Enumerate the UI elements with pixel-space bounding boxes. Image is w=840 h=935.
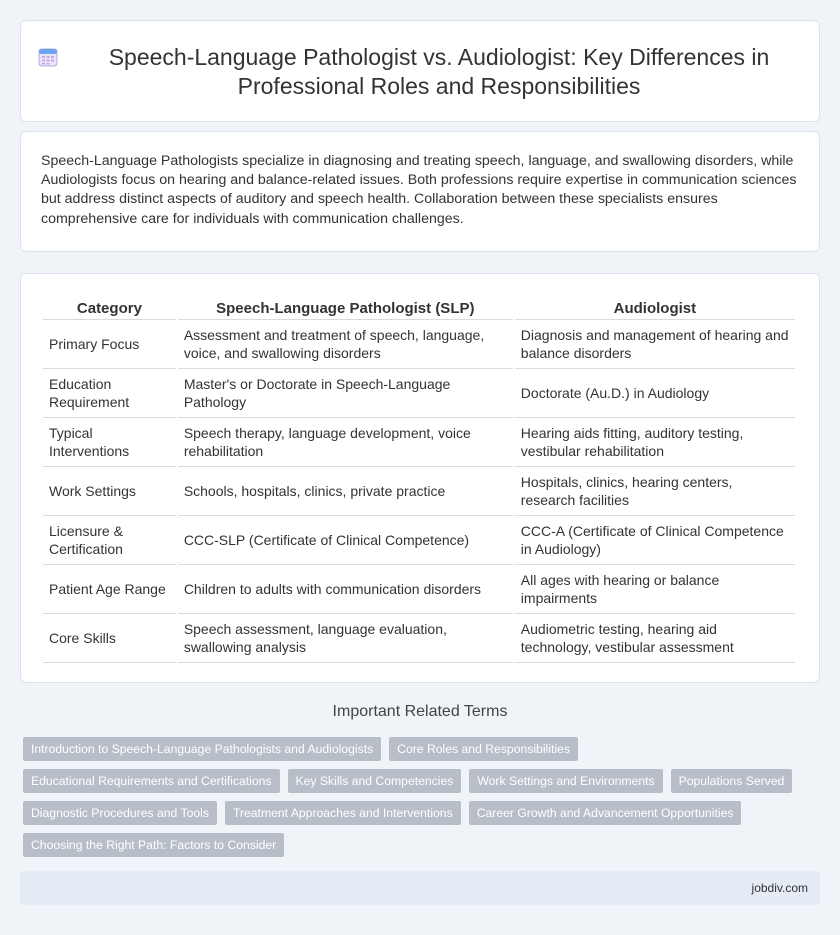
table-cell: Licensure & Certification bbox=[43, 516, 176, 565]
page-title: Speech-Language Pathologist vs. Audiologist: Key Differences in Professional Roles and Responsibilities bbox=[108, 44, 770, 99]
table-cell: CCC-SLP (Certificate of Clinical Competence) bbox=[178, 516, 513, 565]
table-cell: Diagnosis and management of hearing and balance disorders bbox=[515, 320, 795, 369]
table-cell: CCC-A (Certificate of Clinical Competence in Audiology) bbox=[515, 516, 795, 565]
table-cell: Children to adults with communication disorders bbox=[178, 565, 513, 614]
table-cell: Speech therapy, language development, voice rehabilitation bbox=[178, 418, 513, 467]
table-row bbox=[43, 467, 795, 516]
intro-paragraph: Speech-Language Pathologists specialize in diagnosing and treating speech, language, and swallowing disorders, while Audiologists focus on hearing and balance-related issues. Both professions require expertise in communication sciences but address distinct aspects of auditory and speech health. Collaboration between these specialists ensures comprehensive care for individuals with communication challenges. bbox=[41, 153, 797, 227]
related-term-tag[interactable]: Educational Requirements and Certifications bbox=[23, 769, 280, 793]
table-row bbox=[43, 369, 795, 418]
comparison-table bbox=[41, 296, 797, 663]
related-term-tag[interactable]: Introduction to Speech-Language Pathologists and Audiologists bbox=[23, 737, 381, 761]
table-cell: Assessment and treatment of speech, language, voice, and swallowing disorders bbox=[178, 320, 513, 369]
related-term-tag[interactable]: Populations Served bbox=[671, 769, 793, 793]
table-row bbox=[43, 320, 795, 369]
related-term-tag[interactable]: Diagnostic Procedures and Tools bbox=[23, 801, 217, 825]
intro-card bbox=[20, 131, 820, 252]
table-row bbox=[43, 418, 795, 467]
column-header: Speech-Language Pathologist (SLP) bbox=[178, 296, 513, 320]
related-term-tag[interactable]: Career Growth and Advancement Opportunities bbox=[469, 801, 742, 825]
footer bbox=[20, 871, 820, 905]
related-term-tag[interactable]: Choosing the Right Path: Factors to Consider bbox=[23, 833, 284, 857]
table-header-row bbox=[43, 296, 795, 320]
table-row bbox=[43, 516, 795, 565]
table-cell: Patient Age Range bbox=[43, 565, 176, 614]
related-term-tag[interactable]: Work Settings and Environments bbox=[469, 769, 662, 793]
table-row bbox=[43, 614, 795, 663]
table-cell: Hearing aids fitting, auditory testing, vestibular rehabilitation bbox=[515, 418, 795, 467]
footer-site-link[interactable]: jobdiv.com bbox=[751, 881, 808, 895]
table-cell: Core Skills bbox=[43, 614, 176, 663]
table-cell: Master's or Doctorate in Speech-Language Pathology bbox=[178, 369, 513, 418]
table-cell: Typical Interventions bbox=[43, 418, 176, 467]
column-header: Audiologist bbox=[515, 296, 795, 320]
table-cell: Education Requirement bbox=[43, 369, 176, 418]
related-term-tag[interactable]: Core Roles and Responsibilities bbox=[389, 737, 578, 761]
calendar-grid-icon bbox=[37, 46, 59, 68]
comparison-table-card bbox=[20, 273, 820, 683]
table-cell: Primary Focus bbox=[43, 320, 176, 369]
related-terms-heading: Important Related Terms bbox=[332, 703, 508, 720]
related-term-tag[interactable]: Key Skills and Competencies bbox=[288, 769, 462, 793]
table-cell: Doctorate (Au.D.) in Audiology bbox=[515, 369, 795, 418]
table-cell: Schools, hospitals, clinics, private practice bbox=[178, 467, 513, 516]
table-cell: Audiometric testing, hearing aid technology, vestibular assessment bbox=[515, 614, 795, 663]
table-row bbox=[43, 565, 795, 614]
table-cell: Work Settings bbox=[43, 467, 176, 516]
table-cell: Speech assessment, language evaluation, swallowing analysis bbox=[178, 614, 513, 663]
table-cell: Hospitals, clinics, hearing centers, research facilities bbox=[515, 467, 795, 516]
column-header: Category bbox=[43, 296, 176, 320]
related-term-tag[interactable]: Treatment Approaches and Interventions bbox=[225, 801, 461, 825]
header-card bbox=[20, 20, 820, 122]
table-cell: All ages with hearing or balance impairments bbox=[515, 565, 795, 614]
related-terms-list bbox=[23, 737, 813, 865]
